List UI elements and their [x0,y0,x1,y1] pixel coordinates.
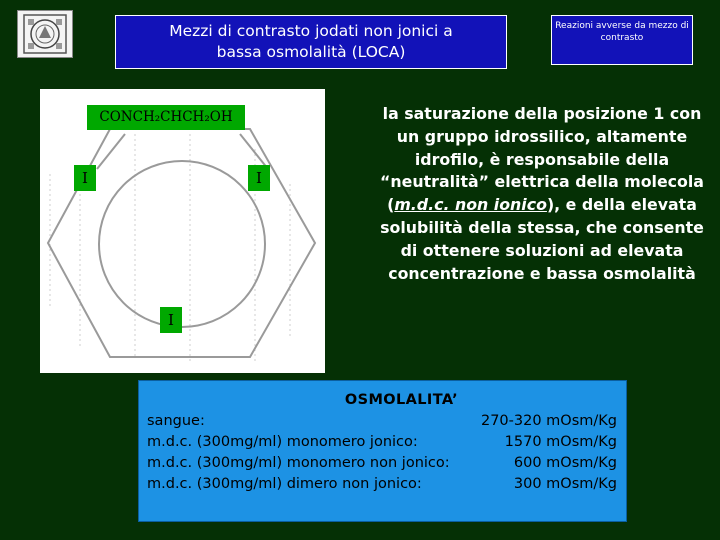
benzene-ring-diagram [40,89,325,373]
osmolality-rows [139,411,626,495]
slide-title-line2: bassa osmolalità (LOCA) [216,43,406,61]
osmolality-row-label: m.d.c. (300mg/ml) monomero jonico: [147,434,418,450]
reference-line2: contrasto [600,33,644,43]
iodine-bottom-label: I [160,307,182,333]
iodine-left-label: I [74,165,96,191]
benzene-ring-svg [40,89,325,373]
osmolality-row-label: m.d.c. (300mg/ml) dimero non jonico: [147,476,422,492]
university-seal-logo [17,10,73,58]
iodine-right-label: I [248,165,270,191]
aromatic-circle [99,161,265,327]
description-emphasis: m.d.c. non ionico [394,195,547,215]
slide-title-box [115,15,507,69]
osmolality-row-label: m.d.c. (300mg/ml) monomero non jonico: [147,455,450,471]
osmolality-title: OSMOLALITA’ [344,392,459,408]
osmolality-row [147,453,617,474]
osmolality-row [147,432,617,453]
osmolality-row [147,474,617,495]
side-chain-label: CONCH₂CHCH₂OH [87,105,245,130]
reference-line1: Reazioni avverse da mezzo di [555,21,689,31]
seal-icon [18,11,72,57]
osmolality-row-value: 1570 mOsm/Kg [504,434,617,450]
description-text-after: ), e della elevata solubilità della stessa, che consente di ottenere soluzioni ad elevata concentrazione e bassa osmolalità [380,195,704,283]
osmolality-row [147,411,617,432]
osmolality-table [138,380,627,522]
osmolality-row-value: 600 mOsm/Kg [513,455,617,471]
osmolality-row-value: 300 mOsm/Kg [513,476,617,492]
slide-title-line1: Mezzi di contrasto jodati non jonici a [169,22,453,40]
reference-box [551,15,693,65]
description-text-before: la saturazione della posizione 1 con un gruppo idrossilico, altamente idrofilo, è responsabile della “neutralità” elettrica della molecola ( [380,104,704,215]
osmolality-row-label: sangue: [147,413,205,429]
osmolality-row-value: 270-320 mOsm/Kg [480,413,617,429]
description-paragraph [376,103,708,285]
